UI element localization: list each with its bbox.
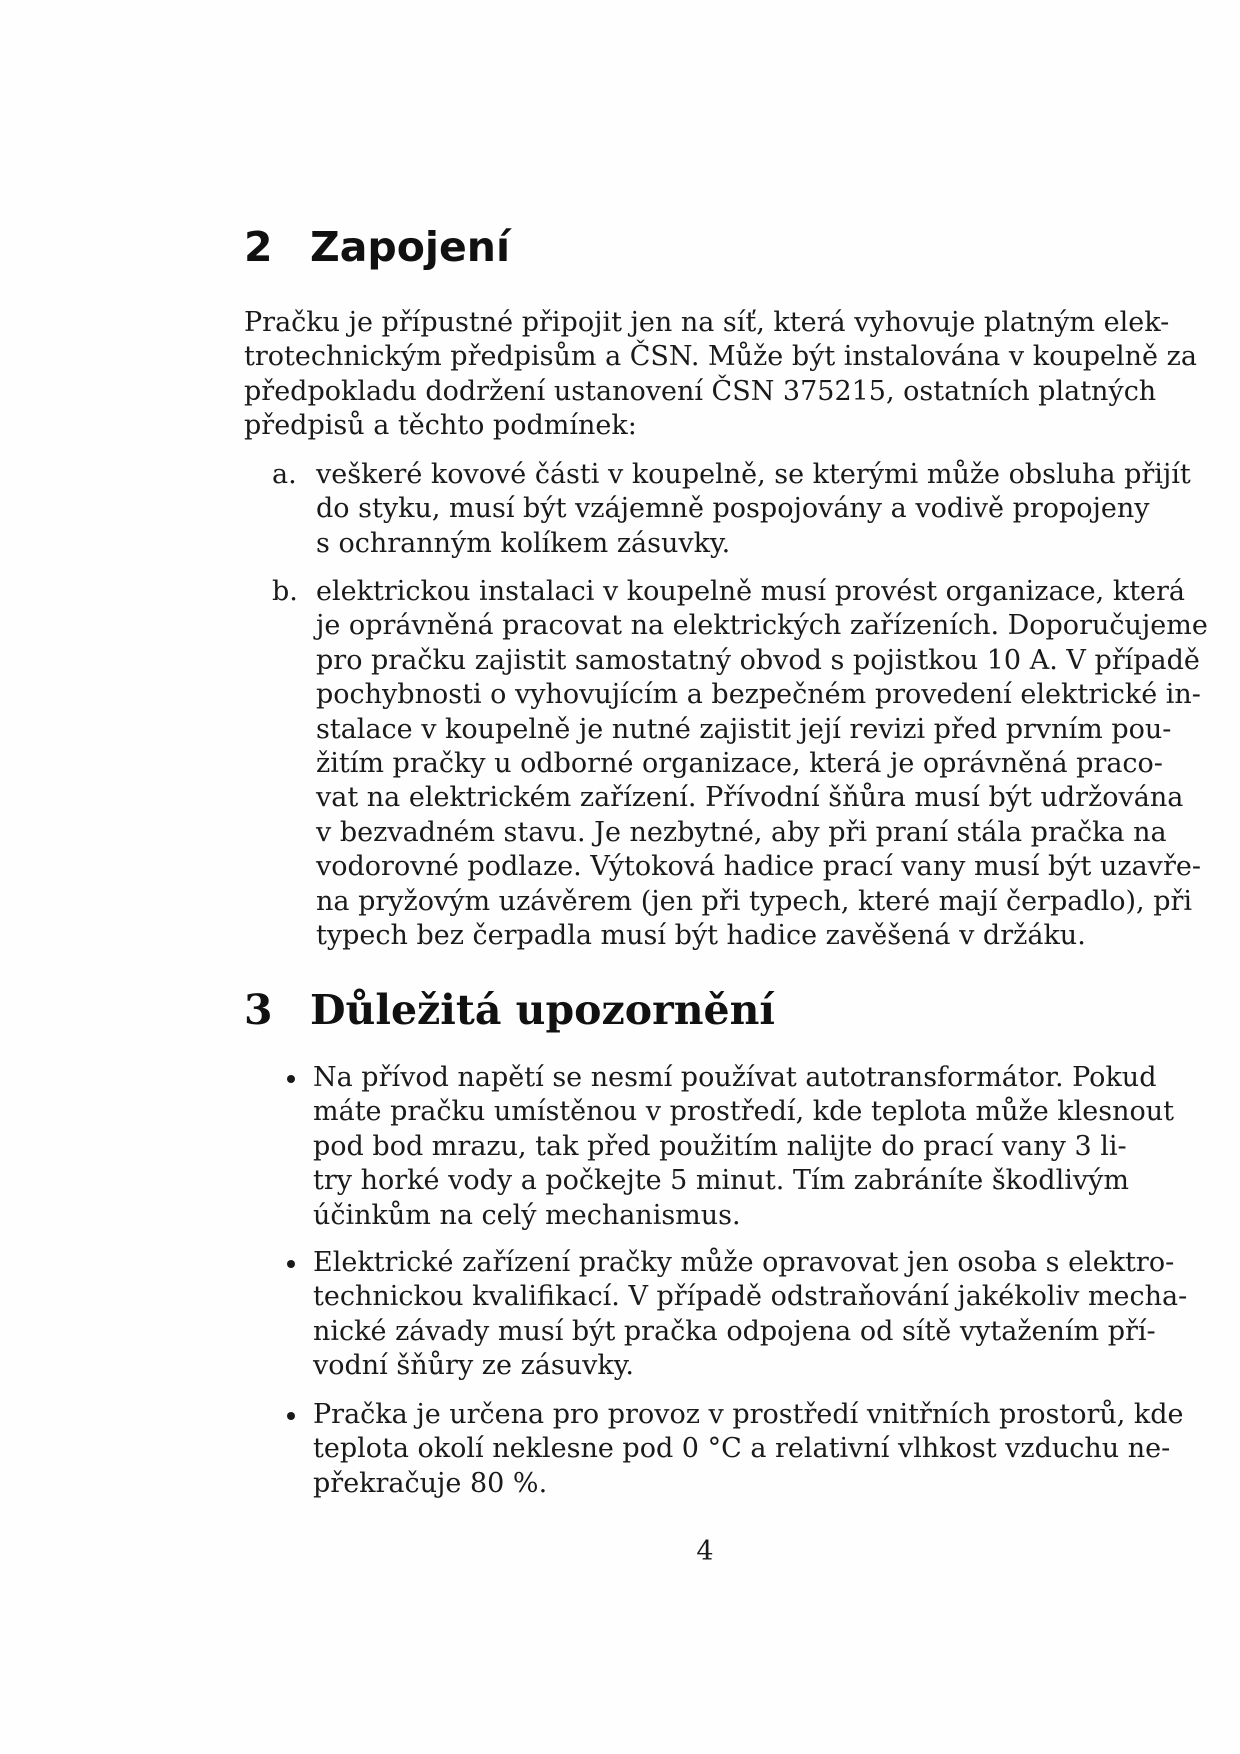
item-b-line: pochybnosti o vyhovujícím a bezpečném provedení elektrické in-	[316, 679, 1201, 711]
item-a-label: a.	[272, 459, 297, 490]
intro-line: předpokladu dodržení ustanovení ČSN 375215, ostatních platných	[244, 375, 1157, 407]
bullet-1-line: pod bod mrazu, tak před použitím nalijte do prací vany 3 li-	[313, 1130, 1127, 1162]
bullet-2-line: nické závady musí být pračka odpojena od sítě vytažením pří-	[313, 1315, 1156, 1347]
bullet-2-text	[313, 1246, 1188, 1384]
bullet-2-line: technickou kvalifikací. V případě odstraňování jakékoliv mecha-	[313, 1281, 1188, 1313]
bullet-3-text	[313, 1398, 1184, 1501]
bullet-1-text	[313, 1061, 1172, 1233]
item-b-line: stalace v koupelně je nutné zajistit její revizi před prvním pou-	[316, 713, 1172, 745]
item-b-line: vodorovné podlaze. Výtoková hadice prací vany musí být uzavře-	[316, 851, 1201, 883]
item-a-line: veškeré kovové části v koupelně, se kterými může obsluha přijít	[316, 459, 1191, 490]
bullet-icon	[287, 1075, 295, 1083]
bullet-icon	[287, 1412, 295, 1420]
item-b-line: je oprávněná pracovat na elektrických zařízeních. Doporučujeme	[316, 610, 1208, 642]
item-b-line: pro pračku zajistit samostatný obvod s pojistkou 10 A. V případě	[316, 644, 1200, 676]
section-3-number: 3	[244, 986, 273, 1034]
item-a-line: s ochranným kolíkem zásuvky.	[316, 527, 731, 559]
item-b-line: v bezvadném stavu. Je nezbytné, aby při praní stála pračka na	[316, 816, 1167, 848]
item-b-line: na pryžovým uzávěrem (jen při typech, které mají čerpadlo), při	[316, 885, 1193, 917]
item-a-line: do styku, musí být vzájemně pospojovány a vodivě propojeny	[316, 493, 1150, 525]
bullet-1-line: účinkům na celý mechanismus.	[313, 1199, 741, 1231]
section-2-number: 2	[244, 223, 273, 271]
item-b-line: elektrickou instalaci v koupelně musí provést organizace, která	[316, 576, 1186, 607]
item-a-text	[316, 458, 1191, 561]
item-b-text	[316, 575, 1208, 953]
section-3-heading	[244, 986, 775, 1034]
section-2-intro	[244, 306, 1197, 444]
intro-line: Pračku je přípustné připojit jen na síť, která vyhovuje platným elek-	[244, 307, 1170, 338]
section-2-title: Zapojení	[310, 223, 511, 271]
page-number: 4	[696, 1536, 714, 1567]
intro-line: předpisů a těchto podmínek:	[244, 410, 637, 442]
bullet-1-line: try horké vody a počkejte 5 minut. Tím zabráníte škodlivým	[313, 1165, 1129, 1197]
item-b-line: žitím pračky u odborné organizace, která je oprávněná praco-	[316, 748, 1163, 780]
item-b-line: vat na elektrickém zařízení. Přívodní šňůra musí být udržována	[316, 782, 1184, 814]
bullet-2-line: Elektrické zařízení pračky může opravovat jen osoba s elektro-	[313, 1247, 1175, 1278]
bullet-3-line: překračuje 80 %.	[313, 1467, 548, 1499]
item-b-label: b.	[272, 576, 298, 607]
bullet-3-line: teplota okolí neklesne pod 0 °C a relativní vlhkost vzduchu ne-	[313, 1433, 1171, 1465]
bullet-3-line: Pračka je určena pro provoz v prostředí vnitřních prostorů, kde	[313, 1399, 1184, 1430]
bullet-1-line: máte pračku umístěnou v prostředí, kde teplota může klesnout	[313, 1096, 1174, 1128]
section-3-title: Důležitá upozornění	[310, 986, 775, 1034]
intro-line: trotechnickým předpisům a ČSN. Může být instalována v koupelně za	[244, 341, 1197, 373]
bullet-icon	[287, 1260, 295, 1268]
section-2-heading	[244, 223, 510, 271]
bullet-1-line: Na přívod napětí se nesmí používat autotransformátor. Pokud	[313, 1062, 1157, 1093]
bullet-2-line: vodní šňůry ze zásuvky.	[313, 1350, 634, 1382]
item-b-line: typech bez čerpadla musí být hadice zavěšená v držáku.	[316, 920, 1086, 952]
